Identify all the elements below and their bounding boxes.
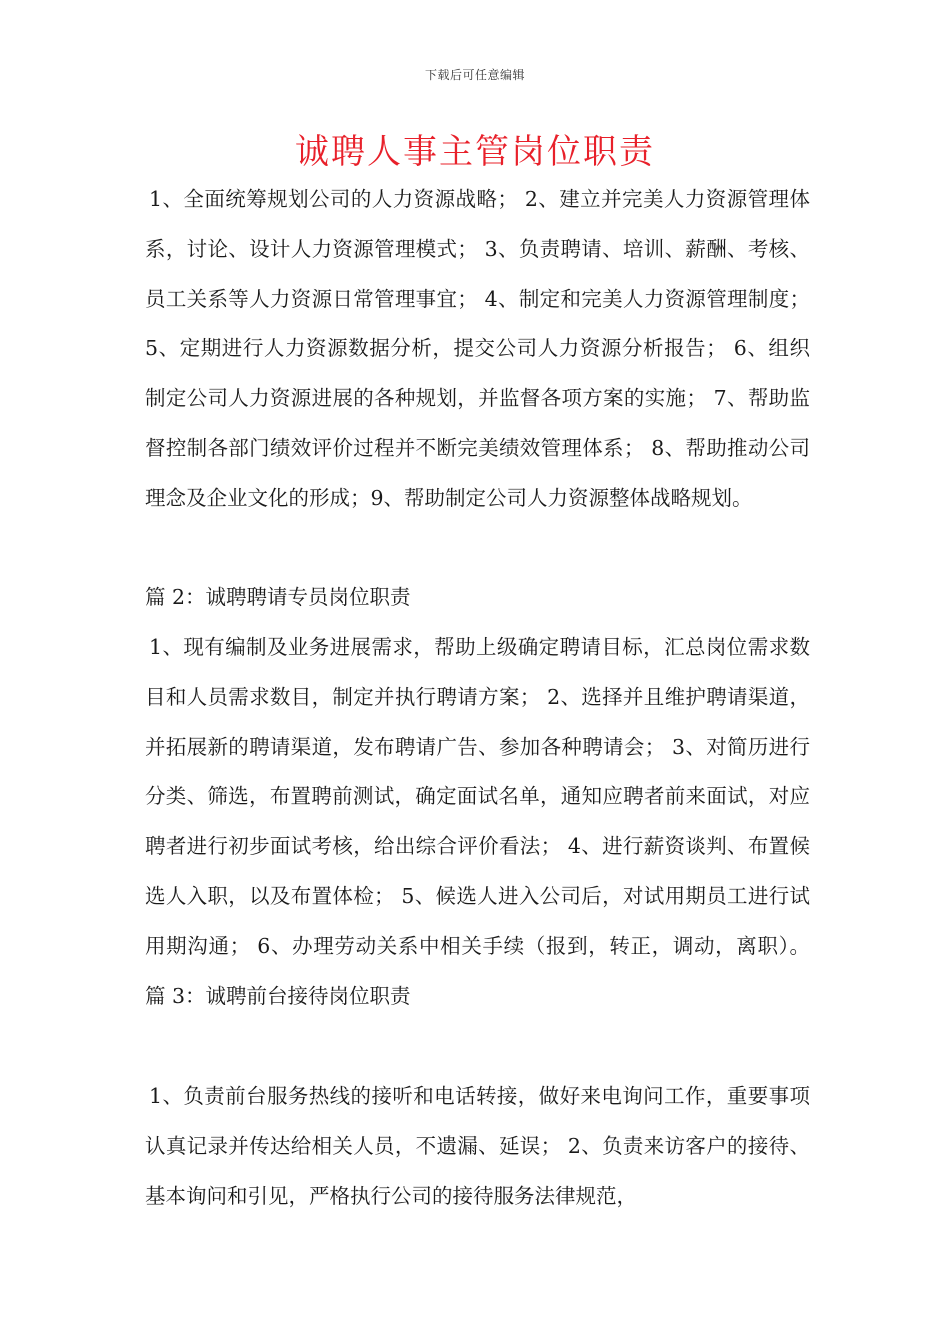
section-3-paragraph: 1、负责前台服务热线的接听和电话转接，做好来电询问工作，重要事项认真记录并传达给相关人员，不遗漏、延误； 2、负责来访客户的接待、基本询问和引见，严格执行公司的接待服务法律规范， [145, 1084, 810, 1208]
section-2-heading: 篇 2：诚聘聘请专员岗位职责 [145, 585, 411, 609]
section-1-body [145, 175, 810, 524]
section-2-body [145, 623, 810, 1021]
section-2-paragraph: 1、现有编制及业务进展需求，帮助上级确定聘请目标，汇总岗位需求数目和人员需求数目，制定并执行聘请方案； 2、选择并且维护聘请渠道，并拓展新的聘请渠道，发布聘请广告、参加各种聘请会； 3、对简历进行分类、筛选，布置聘前测试，确定面试名单，通知应聘者前来面试，对应聘者进行初步面试考核，给出综合评价看法； 4、进行薪资谈判、布置候选人入职，以及布置体检； 5、候选人进入公司后，对试用期员工进行试用期沟通； 6、办理劳动关系中相关手续（报到，转正，调动，离职）。篇 3：诚聘前台接待岗位职责 [145, 635, 810, 1008]
section-2-heading-block [145, 573, 810, 623]
header-note: 下载后可任意编辑 [424, 68, 525, 82]
section-1-paragraph: 1、全面统筹规划公司的人力资源战略； 2、建立并完美人力资源管理体系，讨论、设计人力资源管理模式； 3、负责聘请、培训、薪酬、考核、员工关系等人力资源日常管理事宜； 4、制定和完美人力资源管理制度； 5、定期进行人力资源数据分析，提交公司人力资源分析报告； 6、组织制定公司人力资源进展的各种规划，并监督各项方案的实施； 7、帮助监督控制各部门绩效评价过程并不断完美绩效管理体系； 8、帮助推动公司理念及企业文化的形成；9、帮助制定公司人力资源整体战略规划。 [145, 187, 810, 510]
section-3-body [145, 1072, 810, 1221]
document-title: 诚聘人事主管岗位职责 [295, 132, 655, 172]
